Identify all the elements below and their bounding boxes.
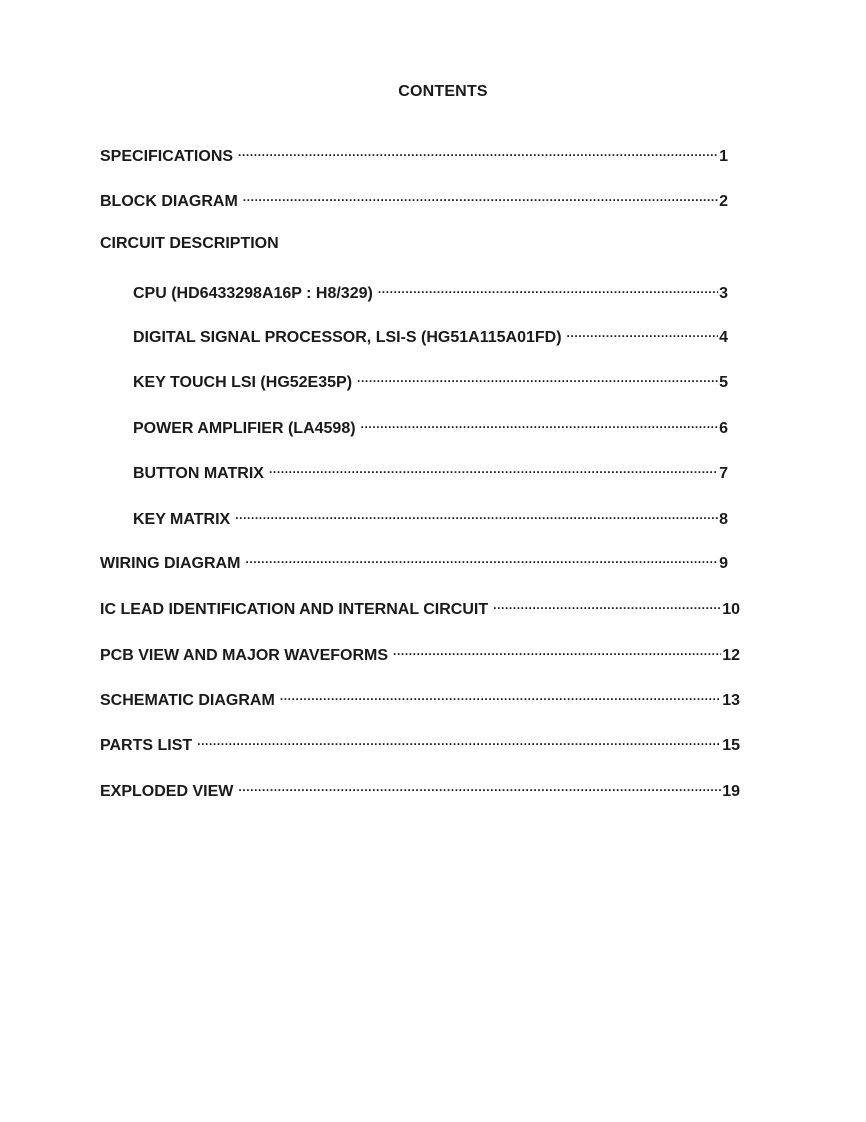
toc-entry-label: KEY TOUCH LSI (HG52E35P) bbox=[133, 374, 353, 391]
toc-entry-label: POWER AMPLIFIER (LA4598) bbox=[133, 420, 356, 437]
toc-entry-cpu[interactable] bbox=[133, 282, 728, 304]
toc-entry-key-touch-lsi[interactable] bbox=[133, 371, 728, 393]
dot-leader bbox=[269, 462, 718, 478]
toc-entry-label: EXPLODED VIEW bbox=[100, 783, 234, 800]
toc-entry-page: 6 bbox=[719, 420, 728, 437]
page-title: CONTENTS bbox=[398, 83, 488, 100]
toc-entry-schematic-diagram[interactable] bbox=[100, 689, 740, 711]
toc-entry-page: 19 bbox=[722, 783, 740, 800]
toc-entry-page: 2 bbox=[719, 193, 728, 210]
toc-entry-exploded-view[interactable] bbox=[100, 780, 740, 802]
toc-entry-page: 10 bbox=[722, 601, 740, 618]
toc-entry-page: 12 bbox=[722, 647, 740, 664]
toc-entry-ic-lead-identification[interactable] bbox=[100, 598, 740, 620]
toc-entry-page: 9 bbox=[719, 555, 728, 572]
toc-entry-label: SPECIFICATIONS bbox=[100, 148, 234, 165]
toc-entry-key-matrix[interactable] bbox=[133, 508, 728, 530]
dot-leader bbox=[245, 552, 718, 568]
dot-leader bbox=[567, 326, 719, 342]
toc-entry-specifications[interactable] bbox=[100, 145, 728, 167]
toc-entry-parts-list[interactable] bbox=[100, 734, 740, 756]
toc-entry-label: DIGITAL SIGNAL PROCESSOR, LSI-S (HG51A115A01FD) bbox=[133, 329, 562, 346]
toc-entry-button-matrix[interactable] bbox=[133, 462, 728, 484]
toc-entry-label: BLOCK DIAGRAM bbox=[100, 193, 238, 210]
toc-entry-label: PCB VIEW AND MAJOR WAVEFORMS bbox=[100, 647, 389, 664]
toc-entry-label: KEY MATRIX bbox=[133, 511, 231, 528]
toc-entry-power-amplifier[interactable] bbox=[133, 417, 728, 439]
dot-leader bbox=[238, 780, 721, 796]
toc-entry-page: 5 bbox=[719, 374, 728, 391]
dot-leader bbox=[243, 190, 718, 206]
dot-leader bbox=[378, 282, 718, 298]
toc-entry-page: 4 bbox=[719, 329, 728, 346]
toc-section-circuit-description bbox=[100, 235, 740, 257]
dot-leader bbox=[280, 689, 721, 705]
toc-entry-pcb-view[interactable] bbox=[100, 644, 740, 666]
toc-entry-page: 8 bbox=[719, 511, 728, 528]
toc-entry-page: 3 bbox=[719, 285, 728, 302]
dot-leader bbox=[357, 371, 718, 387]
dot-leader bbox=[235, 508, 718, 524]
toc-entry-label: SCHEMATIC DIAGRAM bbox=[100, 692, 275, 709]
toc-entry-page: 7 bbox=[719, 465, 728, 482]
dot-leader bbox=[361, 417, 719, 433]
toc-entry-digital-signal-processor[interactable] bbox=[133, 326, 728, 348]
toc-entry-block-diagram[interactable] bbox=[100, 190, 728, 212]
dot-leader bbox=[393, 644, 721, 660]
toc-entry-wiring-diagram[interactable] bbox=[100, 552, 728, 574]
dot-leader bbox=[238, 145, 718, 161]
toc-entry-label: CPU (HD6433298A16P : H8/329) bbox=[133, 285, 373, 302]
toc-entry-page: 13 bbox=[722, 692, 740, 709]
toc-entry-label: WIRING DIAGRAM bbox=[100, 555, 241, 572]
toc-entry-label: BUTTON MATRIX bbox=[133, 465, 264, 482]
toc-entry-label: PARTS LIST bbox=[100, 737, 193, 754]
toc-entry-page: 1 bbox=[719, 148, 728, 165]
dot-leader bbox=[197, 734, 721, 750]
toc-section-label: CIRCUIT DESCRIPTION bbox=[100, 235, 279, 252]
toc-entry-page: 15 bbox=[722, 737, 740, 754]
toc-entry-label: IC LEAD IDENTIFICATION AND INTERNAL CIRCUIT bbox=[100, 601, 489, 618]
dot-leader bbox=[493, 598, 721, 614]
